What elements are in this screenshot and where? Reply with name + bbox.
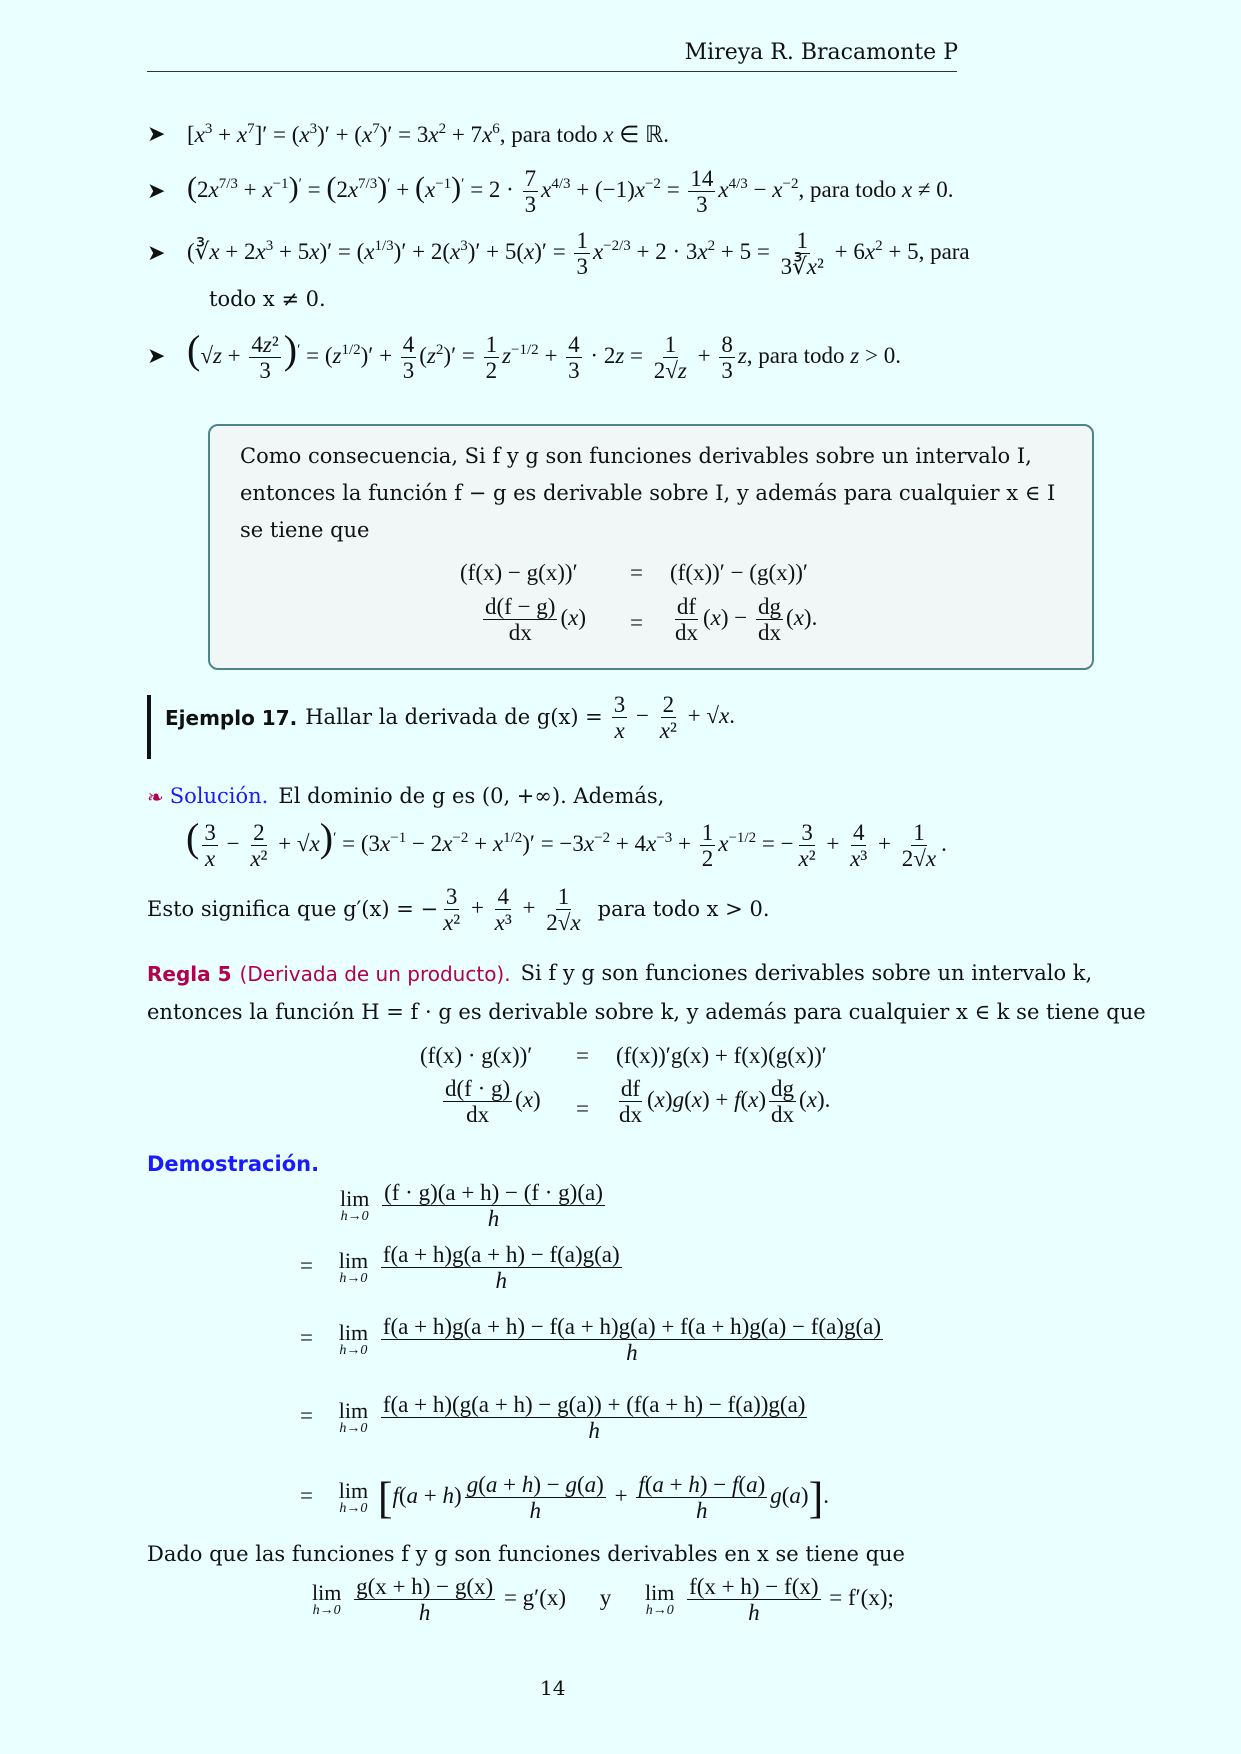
proof-step-3: = lim h→0 $\frac{f(a + h)g(a + h) - f(a + h)g(a) + f(a + h)g(a) - f(a)g(a)}{h}$ — [300, 1314, 881, 1366]
rule-title: (Derivada de un producto). — [239, 961, 511, 986]
box-line-3: se tiene que — [240, 518, 370, 542]
box-line-2: entonces la función f − g es derivable sobre I, y además para cualquier x ∈ I — [240, 481, 1056, 505]
example-17 — [165, 692, 735, 744]
solution-line — [147, 778, 664, 815]
proof-step-5: = lim h→0 [f(a + h) $\frac{g(a + h) - g(a)}{h}$ + $\frac{f(a + h) - f(a)}{h}$ g(a)]. — [300, 1472, 829, 1524]
given-text: Dado que las funciones f y g son funciones derivables en x se tiene que — [147, 1542, 905, 1566]
bullet-item-1 — [147, 122, 669, 147]
box-line-1: Como consecuencia, Si f y g son funciones derivables sobre un intervalo I, — [240, 444, 1032, 468]
rule-eq-1-rhs: (f(x))′g(x) + f(x)(g(x))′ — [616, 1043, 827, 1068]
meaning-prefix: Esto significa que g′(x) = − — [147, 897, 439, 922]
rule-eq-2-lhs: $\frac{d(f \cdot g)}{dx}$ (x) — [445, 1076, 541, 1128]
bullet-formula-3: (∛x + $2x^3 + 5x)' = (x^{1/3})' + 2(x^3)' + 5(x)'$ = $\frac{1}{3}$ $x^{-2/3} + 2 \cdot 3x^2 + 5$ = $\frac{1}{\text{3∛x²}}$ + $6x^2 + 5$, para — [187, 228, 970, 280]
box-eq-2-rhs: $\frac{df}{dx}$ (x) − $\frac{dg}{dx}$ (x). — [675, 594, 818, 646]
bullet-formula-4: (√z + $\frac{\text{4z²}}{3}$ )$' = (z^{1/2})'$ + $\frac{4}{3}$ $(z^2)'$ = $\frac{1}{2}$ $z^{-1/2}$ + $\frac{4}{3}$ · 2z = $\frac{1}{2√z}$ + $\frac{8}{3}$ z, para todo z > 0. — [187, 327, 901, 384]
solution-mark-icon: ❧ — [147, 784, 164, 809]
header-author: Mireya R. Bracamonte P — [684, 40, 958, 65]
arrow-bullet-icon: ➤ — [147, 241, 166, 267]
box-eq-2-lhs: $\frac{d(f - g)}{dx}$ (x) — [485, 594, 587, 646]
box-eq-1-rhs: (f(x))′ − (g(x))′ — [670, 560, 808, 585]
arrow-bullet-icon: ➤ — [147, 122, 166, 147]
header-rule — [147, 71, 957, 72]
bullet-formula-1: $[x^3 + x^7]' = (x^3)' + (x^7)' = 3x^2 + 7x^6$, para todo x ∈ ℝ. — [187, 121, 669, 147]
meaning-suffix: para todo x > 0. — [597, 897, 770, 922]
bullet-item-3 — [147, 228, 970, 280]
example-text: Hallar la derivada de g(x) = — [305, 705, 603, 730]
bullet-formula-2: $(2x^{7/3} + x^{-1})' = (2x^{7/3})' + (x^{-1})' = 2$ · $\frac{7}{3}$ $x^{4/3} + (-1)x^{-2}$ = $\frac{14}{3}$ $x^{4/3} - x^{-2}$, para todo x ≠ 0. — [187, 166, 954, 218]
box-eq-1-sign: = — [630, 560, 643, 585]
solution-text: El dominio de g es (0, +∞). Además, — [278, 784, 665, 808]
proof-step-4: = lim h→0 $\frac{f(a + h)(g(a + h) - g(a)) + (f(a + h) - f(a))g(a)}{h}$ — [300, 1392, 806, 1444]
proof-step-1: lim h→0 $\frac{(f \cdot g)(a + h) - (f \cdot g)(a)}{h}$ — [340, 1180, 603, 1232]
solution-formula: ( $\frac{3}{x}$ − $\frac{2}{\text{x²}}$ + $√x)' = (3x^{-1} - 2x^{-2} + x^{1/2})' = -3x^{-2} + 4x^{-3}$ + $\frac{1}{2}$ $x^{-1/2}$ = − $\frac{3}{\text{x²}}$ + $\frac{4}{\text{x³}}$ + $\frac{1}{2√x}$ . — [186, 815, 947, 872]
rule-eq-1-sign: = — [576, 1043, 589, 1068]
bullet-3-continuation: todo x ≠ 0. — [209, 287, 326, 311]
example-label: Ejemplo 17. — [165, 705, 298, 730]
arrow-bullet-icon: ➤ — [147, 344, 166, 370]
page-number: 14 — [540, 1676, 566, 1700]
proof-label: Demostración. — [147, 1152, 320, 1176]
rule-text-1: Si f y g son funciones derivables sobre un intervalo k, — [520, 961, 1093, 985]
rule-5-line-1 — [147, 955, 1092, 992]
given-limits: lim h→0 $\frac{g(x + h) - g(x)}{h}$ = g′(x) y lim h→0 $\frac{f(x + h) - f(x)}{h}$ = f′(x); — [312, 1574, 894, 1626]
solution-label: Solución. — [169, 784, 269, 808]
box-eq-1-lhs: (f(x) − g(x))′ — [460, 560, 578, 585]
meaning-line: Esto significa que g′(x) = − $\frac{3}{\text{x²}}$ + $\frac{4}{\text{x³}}$ + $\frac{1}{2√x}$ para todo x > 0. — [147, 884, 770, 936]
consequence-box — [208, 424, 1094, 670]
rule-text-2: entonces la función H = f · g es derivable sobre k, y además para cualquier x ∈ k se tiene que — [147, 1000, 1146, 1024]
example-formula: $\frac{3}{x}$ − $\frac{2}{\text{x²}}$ + √x. — [613, 692, 735, 744]
proof-step-2: = lim h→0 $\frac{f(a + h)g(a + h) - f(a)g(a)}{h}$ — [300, 1242, 620, 1294]
rule-eq-1-lhs: (f(x) · g(x))′ — [420, 1043, 533, 1068]
box-eq-2-sign: = — [630, 610, 643, 635]
bullet-item-2 — [147, 166, 954, 218]
rule-eq-2-sign: = — [576, 1096, 589, 1121]
bullet-item-4 — [147, 327, 901, 384]
example-bar — [147, 695, 151, 759]
rule-eq-2-rhs: $\frac{df}{dx}$ (x)g(x) + f(x) $\frac{dg}{dx}$ (x). — [619, 1076, 831, 1128]
arrow-bullet-icon: ➤ — [147, 179, 166, 205]
rule-label: Regla 5 — [147, 961, 232, 986]
